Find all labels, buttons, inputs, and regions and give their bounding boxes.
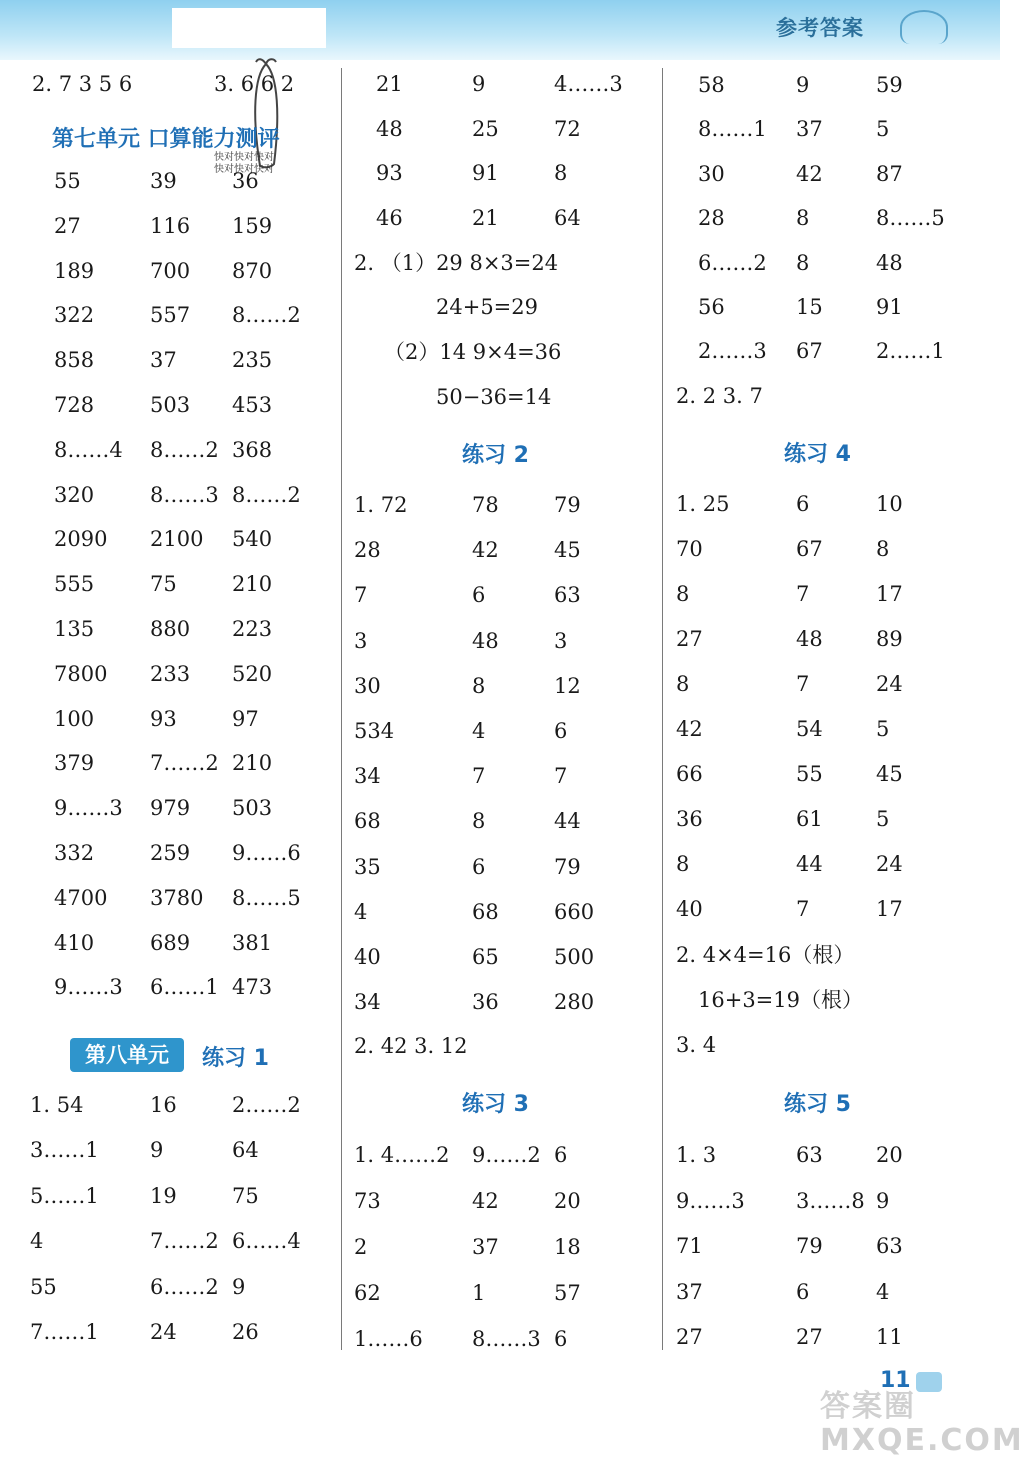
answer-cell: 235 — [232, 348, 273, 373]
answer-cell: 72 — [554, 116, 581, 141]
answer-cell: 67 — [796, 339, 823, 364]
answer-cell: 8……2 — [232, 482, 301, 507]
answer-cell: 8……3 — [150, 482, 219, 507]
answer-cell: 57 — [554, 1281, 581, 1305]
answer-cell: 24 — [876, 852, 903, 876]
answer-cell: 6 — [554, 1143, 568, 1167]
answer-cell: 189 — [54, 258, 95, 283]
answer-cell: 500 — [554, 945, 595, 969]
answer-cell: 28 — [698, 206, 725, 231]
answer-cell: 322 — [54, 303, 95, 328]
answer-cell: 332 — [54, 841, 95, 865]
answer-cell: 79 — [796, 1234, 823, 1258]
answer-cell: 7 — [554, 764, 568, 789]
answer-cell: 9 — [150, 1138, 164, 1163]
answer-cell: 381 — [232, 930, 273, 955]
answer-cell: 280 — [554, 990, 595, 1015]
answer-cell: 21 — [376, 72, 403, 96]
answer-cell: 10 — [876, 492, 903, 516]
answer-cell: 3 — [554, 628, 568, 653]
answer-cell: 9 — [876, 1188, 890, 1213]
answer-cell: 91 — [472, 161, 499, 186]
exercise-5-title: 练习 5 — [784, 1092, 851, 1117]
answer-cell: 78 — [472, 493, 499, 517]
answer-cell: 27 — [54, 213, 81, 238]
answer-cell: 44 — [796, 852, 823, 876]
cloud-decoration-icon — [900, 10, 948, 44]
answer-cell: 8……2 — [150, 437, 219, 462]
answer-cell: 6……4 — [232, 1229, 301, 1254]
page-number: 11 — [880, 1368, 911, 1393]
answer-cell: 79 — [554, 493, 581, 517]
answer-cell: 17 — [876, 897, 903, 921]
answer-cell: 15 — [796, 295, 823, 319]
answer-cell: 233 — [150, 661, 191, 686]
answer-cell: 5 — [876, 807, 890, 831]
answer-cell: 63 — [554, 583, 581, 608]
answer-cell: 42 — [676, 717, 703, 741]
answer-cell: 63 — [876, 1234, 903, 1258]
answer-cell: 689 — [150, 930, 191, 955]
answer-cell: 73 — [354, 1189, 381, 1213]
answer-cell: 557 — [150, 303, 191, 328]
answer-cell: 30 — [698, 161, 725, 186]
answer-cell: 4 — [354, 899, 368, 924]
answer-cell: 34 — [354, 764, 381, 789]
answer-cell: 8 — [676, 582, 690, 606]
answer-cell: 93 — [150, 706, 177, 731]
answer-cell: 6 — [554, 719, 568, 743]
answer-cell: 2……2 — [232, 1093, 301, 1117]
answer-cell: 48 — [876, 250, 903, 275]
answer-cell: 473 — [232, 975, 273, 1000]
answer-cell: 28 — [354, 538, 381, 563]
answer-cell: 45 — [554, 538, 581, 563]
answer-cell: 59 — [876, 73, 903, 97]
page-tab-icon — [916, 1372, 942, 1392]
answer-cell: 11 — [876, 1325, 903, 1349]
answer-cell: 100 — [54, 706, 95, 731]
answer-cell: 36 — [676, 807, 703, 831]
answer-cell: 368 — [232, 437, 273, 462]
answer-line: 2. 42 3. 12 — [354, 1034, 468, 1058]
answer-cell: 5 — [876, 717, 890, 741]
answer-cell: 660 — [554, 899, 595, 924]
exercise-4-title: 练习 4 — [784, 442, 851, 467]
answer-cell: 61 — [796, 807, 823, 831]
answer-cell: 37 — [150, 348, 177, 373]
answer-cell: 63 — [796, 1143, 823, 1167]
answer-cell: 4……3 — [554, 72, 623, 96]
answer-cell: 8……4 — [54, 437, 123, 462]
answer-cell: 8……5 — [232, 885, 301, 910]
answer-cell: 540 — [232, 527, 273, 552]
exercise-1-title: 练习 1 — [202, 1046, 269, 1071]
page-title: 参考答案 — [776, 16, 864, 40]
answer-cell: 75 — [150, 572, 177, 597]
answer-cell: 40 — [676, 897, 703, 921]
answer-cell: 68 — [472, 899, 499, 924]
answer-cell: 39 — [150, 169, 177, 193]
answer-cell: 66 — [676, 762, 703, 786]
answer-cell: 35 — [354, 854, 381, 879]
answer-cell: 27 — [796, 1325, 823, 1349]
answer-cell: 55 — [796, 762, 823, 786]
answer-cell: 30 — [354, 673, 381, 698]
answer-cell: 24 — [876, 672, 903, 696]
answer-line: 2. 7 3 5 6 — [32, 72, 133, 96]
answer-cell: 79 — [554, 854, 581, 879]
answer-cell: 116 — [150, 213, 191, 238]
answer-cell: 7 — [796, 582, 810, 606]
answer-cell: 75 — [232, 1183, 259, 1208]
answer-line: 3. 6 6 2 — [214, 72, 295, 96]
answer-line: 2. 4×4=16（根） — [676, 943, 855, 967]
answer-cell: 71 — [676, 1234, 703, 1258]
answer-cell: 320 — [54, 482, 95, 507]
answer-cell: 8……3 — [472, 1327, 541, 1351]
answer-cell: 27 — [676, 1325, 703, 1349]
answer-cell: 93 — [376, 161, 403, 186]
answer-cell: 2 — [354, 1235, 368, 1259]
answer-cell: 12 — [554, 673, 581, 698]
answer-cell: 1. 4……2 — [354, 1143, 450, 1167]
answer-cell: 6……2 — [150, 1274, 219, 1299]
answer-line: 2. 2 3. 7 — [676, 384, 763, 408]
answer-cell: 26 — [232, 1320, 259, 1344]
answer-cell: 259 — [150, 841, 191, 865]
answer-cell: 4 — [30, 1229, 44, 1254]
exercise-3-title: 练习 3 — [462, 1092, 529, 1117]
answer-cell: 7……2 — [150, 1229, 219, 1254]
answer-cell: 1. 54 — [30, 1093, 84, 1117]
answer-cell: 2……3 — [698, 339, 767, 364]
answer-cell: 87 — [876, 161, 903, 186]
answer-cell: 42 — [472, 1189, 499, 1213]
answer-cell: 9 — [472, 72, 486, 96]
answer-cell: 64 — [232, 1138, 259, 1163]
unit8-badge: 第八单元 — [70, 1038, 184, 1072]
answer-cell: 58 — [698, 73, 725, 97]
answer-cell: 1. 72 — [354, 493, 408, 517]
answer-cell: 520 — [232, 661, 273, 686]
answer-cell: 8 — [796, 250, 810, 275]
answer-cell: 56 — [698, 295, 725, 319]
answer-cell: 880 — [150, 617, 191, 641]
answer-cell: 6 — [796, 492, 810, 516]
answer-cell: 20 — [554, 1189, 581, 1213]
column-divider — [341, 68, 342, 1350]
answer-cell: 4 — [472, 719, 486, 743]
answer-cell: 55 — [30, 1274, 57, 1299]
answer-cell: 8 — [554, 161, 568, 186]
answer-cell: 7……1 — [30, 1320, 99, 1344]
answer-cell: 97 — [232, 706, 259, 731]
column-divider — [662, 68, 663, 1350]
answer-cell: 9 — [796, 73, 810, 97]
answer-cell: 25 — [472, 116, 499, 141]
answer-cell: 62 — [354, 1281, 381, 1305]
answer-cell: 17 — [876, 582, 903, 606]
answer-cell: 37 — [796, 117, 823, 142]
watermark: 答案圈 MXQE.COM — [820, 1389, 1024, 1458]
answer-cell: 48 — [472, 628, 499, 653]
answer-cell: 36 — [472, 990, 499, 1015]
answer-cell: 6 — [554, 1327, 568, 1351]
answer-cell: 21 — [472, 205, 499, 230]
answer-cell: 8 — [472, 809, 486, 834]
answer-cell: 54 — [796, 717, 823, 741]
answer-cell: 64 — [554, 205, 581, 230]
answer-cell: 410 — [54, 930, 95, 955]
answer-cell: 6 — [796, 1279, 810, 1304]
answer-cell: 135 — [54, 617, 95, 641]
answer-cell: 42 — [796, 161, 823, 186]
answer-cell: 8……5 — [876, 206, 945, 231]
answer-cell: 534 — [354, 719, 395, 743]
answer-cell: 89 — [876, 627, 903, 651]
answer-cell: 555 — [54, 572, 95, 597]
answer-cell: 5……1 — [30, 1183, 99, 1208]
answer-cell: 6……1 — [150, 975, 219, 1000]
answer-cell: 16 — [150, 1093, 177, 1117]
answer-cell: 91 — [876, 295, 903, 319]
answer-cell: 9……3 — [54, 975, 123, 1000]
answer-cell: 210 — [232, 572, 273, 597]
answer-cell: 19 — [150, 1183, 177, 1208]
answer-cell: 870 — [232, 258, 273, 283]
answer-cell: 8 — [676, 672, 690, 696]
answer-cell: 7 — [796, 897, 810, 921]
exercise-2-title: 练习 2 — [462, 443, 529, 468]
answer-cell: 7 — [796, 672, 810, 696]
answer-cell: 70 — [676, 537, 703, 561]
answer-cell: 48 — [796, 627, 823, 651]
answer-cell: 7……2 — [150, 751, 219, 776]
answer-cell: 379 — [54, 751, 95, 776]
answer-cell: 3……1 — [30, 1138, 99, 1163]
answer-cell: 20 — [876, 1143, 903, 1167]
answer-cell: 65 — [472, 945, 499, 969]
answer-cell: 45 — [876, 762, 903, 786]
answer-line: 50−36=14 — [436, 385, 552, 409]
answer-cell: 55 — [54, 169, 81, 193]
answer-cell: 24 — [150, 1320, 177, 1344]
answer-cell: 210 — [232, 751, 273, 776]
answer-cell: 8……1 — [698, 117, 767, 142]
answer-cell: 503 — [150, 393, 191, 417]
answer-cell: 9……2 — [472, 1143, 541, 1167]
answer-cell: 18 — [554, 1235, 581, 1259]
answer-line: 16+3=19（根） — [698, 988, 863, 1012]
answer-cell: 8 — [676, 852, 690, 876]
answer-cell: 8 — [876, 537, 890, 561]
answer-cell: 42 — [472, 538, 499, 563]
answer-cell: 46 — [376, 205, 403, 230]
answer-line: （2）14 9×4=36 — [384, 340, 562, 364]
answer-cell: 7800 — [54, 661, 108, 686]
answer-cell: 858 — [54, 348, 95, 373]
answer-cell: 4 — [876, 1279, 890, 1304]
answer-cell: 9……6 — [232, 841, 301, 865]
answer-cell: 34 — [354, 990, 381, 1015]
unit7-note: 快对快对快对 快对快对快对 — [214, 152, 274, 175]
answer-cell: 979 — [150, 796, 191, 821]
unit7-heading: 第七单元 口算能力测评 — [52, 127, 280, 152]
answer-cell: 40 — [354, 945, 381, 969]
answer-cell: 8……2 — [232, 303, 301, 328]
answer-cell: 8 — [472, 673, 486, 698]
answer-cell: 5 — [876, 117, 890, 142]
answer-line: 24+5=29 — [436, 295, 538, 319]
answer-cell: 1……6 — [354, 1327, 423, 1351]
answer-cell: 728 — [54, 393, 95, 417]
answer-cell: 6 — [472, 854, 486, 879]
answer-line: 2. （1）29 8×3=24 — [354, 251, 559, 275]
answer-cell: 9 — [232, 1274, 246, 1299]
answer-cell: 9……3 — [676, 1188, 745, 1213]
answer-cell: 8 — [796, 206, 810, 231]
answer-line: 3. 4 — [676, 1033, 717, 1057]
answer-cell: 68 — [354, 809, 381, 834]
answer-cell: 2……1 — [876, 339, 945, 364]
answer-cell: 9……3 — [54, 796, 123, 821]
answer-cell: 223 — [232, 617, 273, 641]
answer-cell: 1. 3 — [676, 1143, 717, 1167]
answer-cell: 67 — [796, 537, 823, 561]
answer-cell: 1. 25 — [676, 492, 730, 516]
answer-cell: 3 — [354, 628, 368, 653]
answer-cell: 6 — [472, 583, 486, 608]
answer-cell: 1 — [472, 1281, 486, 1305]
answer-cell: 503 — [232, 796, 273, 821]
answer-cell: 7 — [354, 583, 368, 608]
header-blank-tab — [172, 8, 326, 48]
answer-cell: 2100 — [150, 527, 204, 552]
answer-cell: 3780 — [150, 885, 204, 910]
answer-cell: 159 — [232, 213, 273, 238]
answer-cell: 27 — [676, 627, 703, 651]
answer-cell: 7 — [472, 764, 486, 789]
answer-cell: 453 — [232, 393, 273, 417]
answer-cell: 2090 — [54, 527, 108, 552]
answer-cell: 44 — [554, 809, 581, 834]
answer-cell: 36 — [232, 169, 259, 193]
answer-cell: 4700 — [54, 885, 108, 910]
answer-cell: 700 — [150, 258, 191, 283]
answer-cell: 37 — [676, 1279, 703, 1304]
answer-cell: 48 — [376, 116, 403, 141]
answer-cell: 6……2 — [698, 250, 767, 275]
answer-cell: 37 — [472, 1235, 499, 1259]
answer-cell: 3……8 — [796, 1188, 865, 1213]
